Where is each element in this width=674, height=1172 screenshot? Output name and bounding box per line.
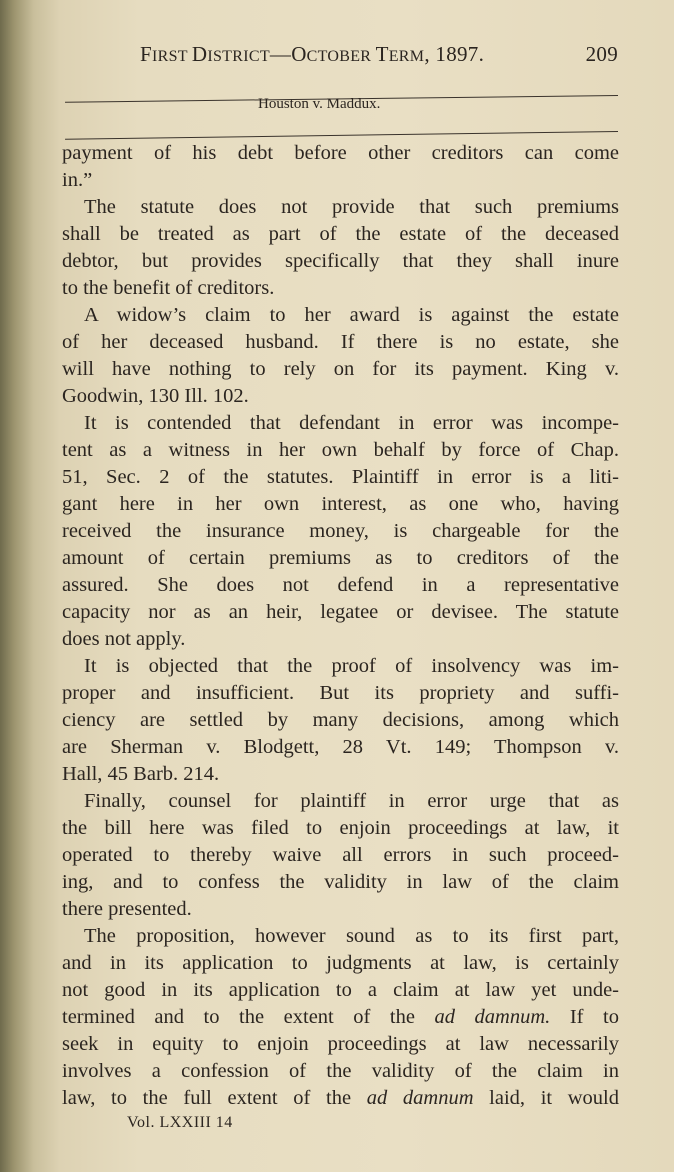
text-segment: payment of his debt before other creditors can come bbox=[62, 142, 619, 164]
running-head-title bbox=[140, 42, 484, 67]
italic-text: ad damnum. bbox=[434, 1006, 551, 1028]
text-segment: The proposition, however sound as to its first part, bbox=[84, 925, 619, 947]
text-segment: ing, and to confess the validity in law of the claim bbox=[62, 871, 619, 893]
text-segment: to the benefit of creditors. bbox=[62, 277, 275, 299]
page-number: 209 bbox=[585, 42, 618, 66]
text-line bbox=[62, 680, 619, 707]
text-line bbox=[62, 1058, 619, 1085]
title-part: F bbox=[140, 42, 152, 66]
title-part: ISTRICT bbox=[207, 48, 270, 65]
text-line bbox=[62, 1004, 619, 1031]
text-line bbox=[62, 869, 619, 896]
text-line bbox=[62, 194, 619, 221]
text-segment: of her deceased husband. If there is no estate, she bbox=[62, 331, 619, 353]
text-line bbox=[62, 842, 619, 869]
text-segment: seek in equity to enjoin proceedings at law necessarily bbox=[62, 1033, 619, 1055]
text-segment: laid, it would bbox=[473, 1087, 620, 1109]
title-part: ERM bbox=[388, 48, 425, 65]
text-segment: 51, Sec. 2 of the statutes. Plaintiff in error is a liti- bbox=[62, 466, 619, 488]
text-line bbox=[62, 599, 619, 626]
text-segment: not good in its application to a claim at law yet unde- bbox=[62, 979, 619, 1001]
text-segment: debtor, but provides specifically that they shall inure bbox=[62, 250, 619, 272]
text-segment: received the insurance money, is chargeable for the bbox=[62, 520, 619, 542]
text-segment: It is objected that the proof of insolvency was im- bbox=[84, 655, 619, 677]
text-line bbox=[62, 788, 619, 815]
text-segment: the bill here was filed to enjoin proceedings at law, it bbox=[62, 817, 619, 839]
text-line bbox=[62, 707, 619, 734]
body-text bbox=[62, 140, 619, 1112]
text-line bbox=[62, 545, 619, 572]
text-line bbox=[62, 410, 619, 437]
title-part: T bbox=[375, 42, 389, 66]
text-segment: A widow’s claim to her award is against the estate bbox=[84, 304, 619, 326]
text-line bbox=[62, 572, 619, 599]
text-line bbox=[62, 221, 619, 248]
text-segment: It is contended that defendant in error was incompe- bbox=[84, 412, 619, 434]
text-segment: are Sherman v. Blodgett, 28 Vt. 149; Thompson v. bbox=[62, 736, 619, 758]
text-line bbox=[62, 977, 619, 1004]
text-line bbox=[62, 626, 619, 653]
text-line bbox=[62, 356, 619, 383]
text-line bbox=[62, 761, 619, 788]
title-part: IRST bbox=[151, 48, 192, 65]
text-line bbox=[62, 140, 619, 167]
text-segment: and in its application to judgments at law, is certainly bbox=[62, 952, 619, 974]
text-line bbox=[62, 248, 619, 275]
text-line bbox=[62, 896, 619, 923]
title-part: D bbox=[191, 42, 208, 66]
text-line bbox=[62, 1085, 619, 1112]
text-segment: there presented. bbox=[62, 898, 192, 920]
italic-text: ad damnum bbox=[366, 1087, 474, 1109]
text-segment: termined and to the extent of the bbox=[62, 1006, 435, 1028]
title-part: —O bbox=[269, 42, 307, 66]
text-line bbox=[62, 734, 619, 761]
text-line bbox=[62, 383, 619, 410]
text-segment: operated to thereby waive all errors in such proceed- bbox=[62, 844, 619, 866]
text-line bbox=[62, 464, 619, 491]
signature-mark: Vol. LXXIII 14 bbox=[127, 1114, 233, 1131]
text-line bbox=[62, 491, 619, 518]
text-segment: assured. She does not defend in a representative bbox=[62, 574, 619, 596]
text-line bbox=[62, 329, 619, 356]
text-segment: proper and insufficient. But its propriety and suffi- bbox=[62, 682, 619, 704]
text-segment: If to bbox=[550, 1006, 619, 1028]
text-segment: involves a confession of the validity of the claim in bbox=[62, 1060, 619, 1082]
text-line bbox=[62, 302, 619, 329]
text-line bbox=[62, 1031, 619, 1058]
text-line bbox=[62, 923, 619, 950]
text-segment: in.” bbox=[62, 169, 93, 191]
text-segment: ciency are settled by many decisions, among which bbox=[62, 709, 619, 731]
case-name: Houston v. Maddux. bbox=[258, 96, 381, 112]
text-line bbox=[62, 167, 619, 194]
text-line bbox=[62, 437, 619, 464]
text-segment: gant here in her own interest, as one who, having bbox=[62, 493, 619, 515]
title-part: CTOBER bbox=[306, 48, 376, 65]
text-segment: does not apply. bbox=[62, 628, 186, 650]
text-segment: tent as a witness in her own behalf by force of Chap. bbox=[62, 439, 619, 461]
text-line bbox=[62, 950, 619, 977]
text-segment: amount of certain premiums as to creditors of the bbox=[62, 547, 619, 569]
header-rule-bottom bbox=[65, 131, 618, 140]
text-line bbox=[62, 653, 619, 680]
text-line bbox=[62, 518, 619, 545]
text-line bbox=[62, 275, 619, 302]
title-part: , 1897. bbox=[424, 42, 485, 66]
text-segment: will have nothing to rely on for its payment. King v. bbox=[62, 358, 619, 380]
text-segment: Goodwin, 130 Ill. 102. bbox=[62, 385, 249, 407]
text-segment: Hall, 45 Barb. 214. bbox=[62, 763, 220, 785]
text-line bbox=[62, 815, 619, 842]
text-segment: shall be treated as part of the estate of the deceased bbox=[62, 223, 619, 245]
text-segment: law, to the full extent of the bbox=[62, 1087, 367, 1109]
text-segment: The statute does not provide that such premiums bbox=[84, 196, 619, 218]
text-segment: capacity nor as an heir, legatee or devisee. The statute bbox=[62, 601, 619, 623]
text-segment: Finally, counsel for plaintiff in error urge that as bbox=[84, 790, 619, 812]
